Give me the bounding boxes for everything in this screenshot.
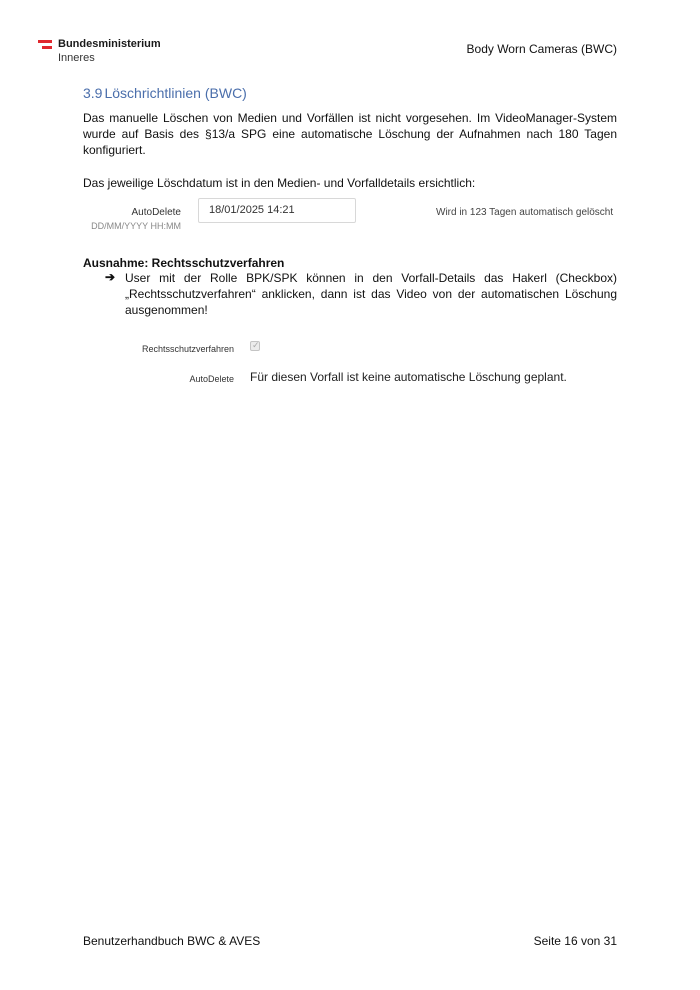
legal-protection-label: Rechtsschutzverfahren — [141, 344, 234, 354]
logo-subtitle: Inneres — [58, 52, 95, 64]
document-title: Body Worn Cameras (BWC) — [466, 42, 617, 56]
section-number: 3.9 — [83, 85, 103, 101]
arrow-right-icon: ➔ — [105, 270, 116, 284]
logo-flag-icon — [38, 40, 52, 50]
exception-bullet-text: User mit der Rolle BPK/SPK können in den Vorfall-Details das Hakerl (Checkbox) „Rechtsschutzverfahren“ anklicken, dann ist das Video von der automatischen Löschung ausgenommen! — [125, 271, 617, 317]
exception-heading: Ausnahme: Rechtsschutzverfahren — [83, 256, 285, 270]
intro-paragraph: Das manuelle Löschen von Medien und Vorfällen ist nicht vorgesehen. Im VideoManager-System wurde auf Basis des §13/a SPG eine automatische Löschung der Aufnahmen nach 180 Tagen konfiguriert. — [83, 111, 617, 157]
autodelete-format-hint: DD/MM/YYYY HH:MM — [91, 221, 181, 231]
legal-protection-checkbox[interactable] — [250, 341, 260, 351]
legal-autodelete-text: Für diesen Vorfall ist keine automatische Löschung geplant. — [250, 370, 567, 384]
autodelete-info-text: Wird in 123 Tagen automatisch gelöscht — [436, 207, 614, 218]
autodelete-date-field[interactable]: 18/01/2025 14:21 — [198, 198, 356, 223]
deletion-date-paragraph: Das jeweilige Löschdatum ist in den Medien- und Vorfalldetails ersichtlich: — [83, 176, 476, 190]
logo-name: Bundesministerium — [58, 38, 161, 50]
checkmark-icon: ✓ — [252, 340, 260, 350]
legal-autodelete-label: AutoDelete — [189, 374, 234, 384]
footer-manual-title: Benutzerhandbuch BWC & AVES — [83, 934, 261, 948]
section-heading — [83, 85, 247, 101]
footer-page-number: Seite 16 von 31 — [533, 934, 617, 948]
section-title: Löschrichtlinien (BWC) — [104, 85, 247, 101]
autodelete-label: AutoDelete — [131, 207, 181, 218]
